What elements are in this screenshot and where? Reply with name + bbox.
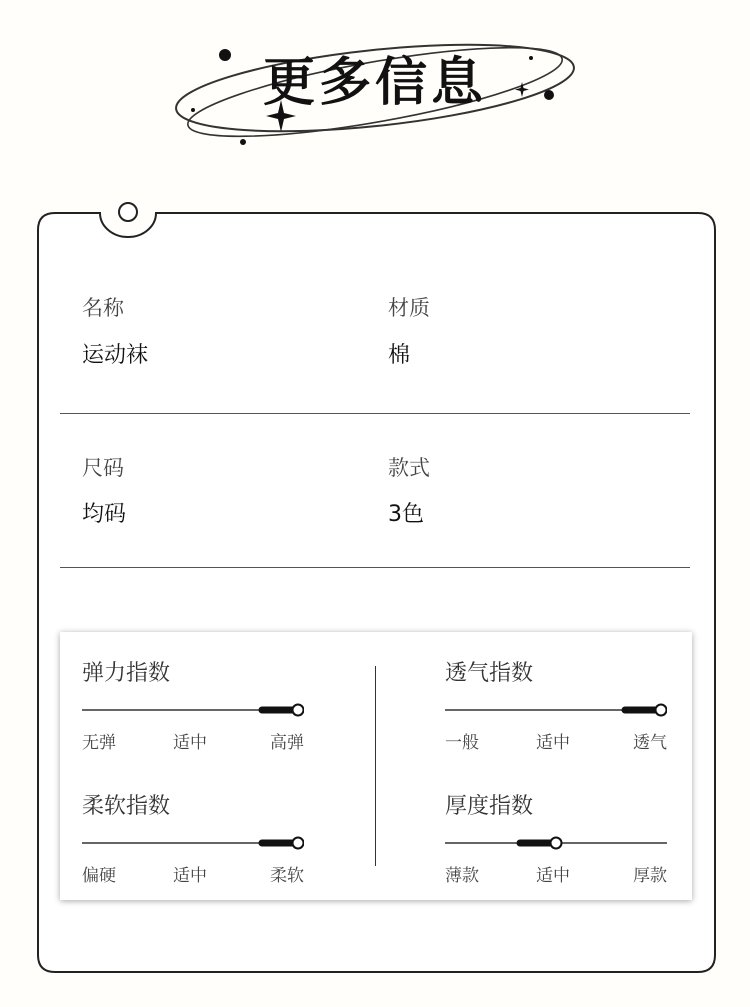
- tick-label: 适中: [536, 733, 570, 753]
- indicator-elasticity: [82, 656, 304, 766]
- field-value-name: 运动袜: [82, 343, 149, 368]
- tick-label: 厚款: [633, 866, 667, 886]
- page-title: 更多信息: [262, 53, 487, 113]
- tick-label: 适中: [536, 866, 570, 886]
- indicator-breathability: [445, 656, 667, 766]
- indicator-thickness: [445, 789, 667, 899]
- indicator-panel: [60, 632, 692, 900]
- field-label-size: 尺码: [82, 456, 124, 480]
- indicator-softness: [82, 789, 304, 899]
- tick-label: 柔软: [270, 866, 304, 886]
- field-label-style: 款式: [388, 456, 430, 480]
- field-label-name: 名称: [82, 296, 124, 320]
- indicator-title: 透气指数: [445, 661, 534, 686]
- tick-label: 高弹: [270, 733, 304, 753]
- indicator-slider: [82, 835, 304, 851]
- field-value-size: 均码: [82, 502, 127, 527]
- indicator-title: 柔软指数: [82, 794, 171, 819]
- indicator-slider: [82, 702, 304, 718]
- tick-label: 适中: [173, 733, 207, 753]
- tick-label: 偏硬: [82, 866, 116, 886]
- panel-divider: [375, 666, 376, 866]
- tick-label: 透气: [633, 733, 667, 753]
- divider: [60, 413, 690, 414]
- slider-knob: [293, 838, 304, 849]
- slider-knob: [656, 705, 667, 716]
- field-value-style: 3色: [388, 502, 424, 527]
- field-label-material: 材质: [388, 296, 430, 320]
- tick-label: 薄款: [445, 866, 479, 886]
- divider: [60, 567, 690, 568]
- slider-knob: [551, 838, 562, 849]
- tick-label: 适中: [173, 866, 207, 886]
- slider-knob: [293, 705, 304, 716]
- tick-label: 一般: [445, 733, 479, 753]
- indicator-slider: [445, 702, 667, 718]
- hang-hole-icon: [119, 203, 137, 221]
- indicator-slider: [445, 835, 667, 851]
- tick-label: 无弹: [82, 733, 116, 753]
- indicator-title: 厚度指数: [445, 794, 534, 819]
- indicator-title: 弹力指数: [82, 661, 171, 686]
- field-value-material: 棉: [388, 343, 411, 368]
